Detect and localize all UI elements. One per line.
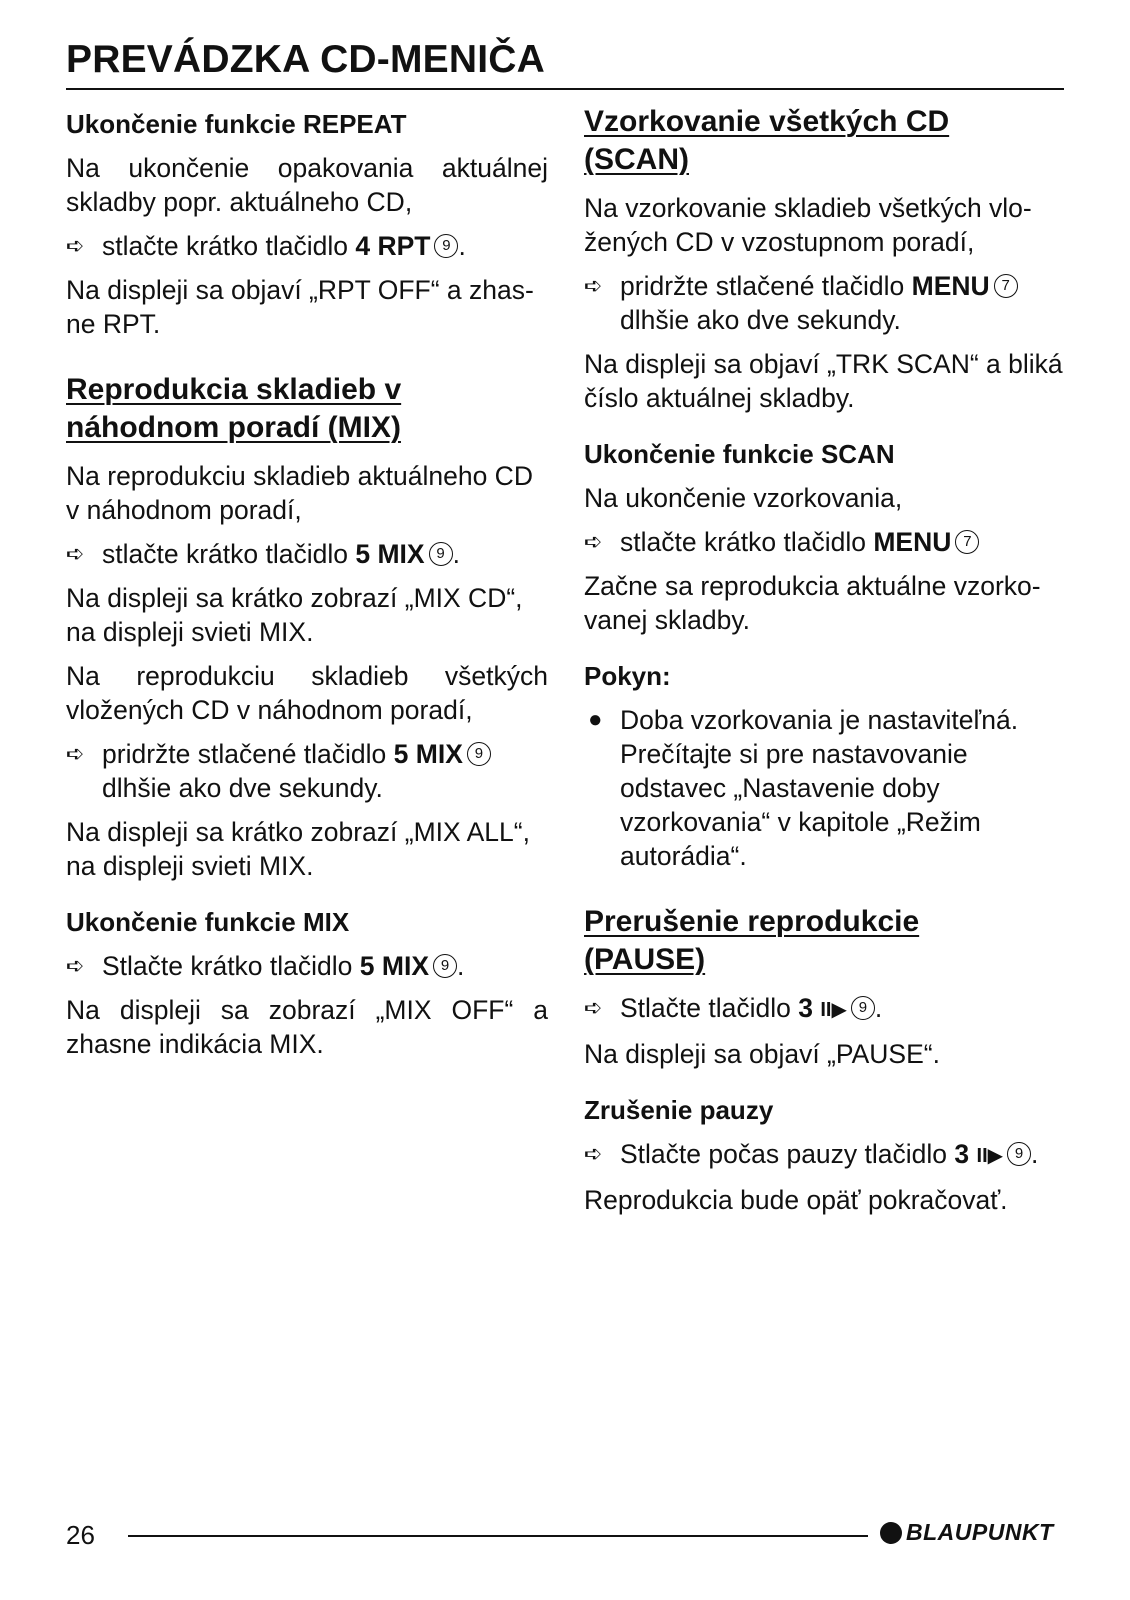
- step-arrow-icon: ➪: [66, 741, 85, 766]
- scan-end-heading: Ukončenie funkcie SCAN: [584, 439, 895, 469]
- key-label: 4 RPT: [355, 231, 431, 261]
- scan-heading: Vzorkovanie všetkých CD (SCAN): [584, 105, 950, 176]
- circled-number-icon: 9: [851, 996, 875, 1020]
- step-arrow-icon: ➪: [584, 529, 603, 554]
- pause-step: ➪ Stlačte tlačidlo 3 II▶ 9 .: [584, 993, 883, 1023]
- scan-end-step: ➪ stlačte krátko tlačidlo MENU 7: [584, 525, 1066, 559]
- repeat-end-intro: Na ukončenie opakovania aktuálnej skladby popr. aktuálneho CD,: [66, 153, 548, 217]
- step-arrow-icon: ➪: [584, 273, 603, 298]
- bullet-icon: ●: [588, 706, 603, 733]
- note-item: ● Doba vzorkovania je nastaviteľná. Prečítajte si pre nastavovanie odstavec „Nastavenie doby vzorkovania“ v kapitole „Režim autorádia“.: [588, 705, 1019, 871]
- circled-number-icon: 9: [1007, 1142, 1031, 1166]
- key-label: 5 MIX: [355, 539, 425, 569]
- scan-result: Na displeji sa objaví „TRK SCAN“ a bliká číslo aktuálnej skladby.: [584, 349, 1063, 413]
- pause-result: Na displeji sa objaví „PAUSE“.: [584, 1039, 940, 1069]
- circled-number-icon: 9: [433, 954, 457, 978]
- mix-intro-all: Na reprodukciu skladieb všetkých vložených CD v náhodnom poradí,: [66, 661, 548, 725]
- step-arrow-icon: ➪: [66, 953, 85, 978]
- circled-number-icon: 9: [467, 742, 491, 766]
- step-arrow-icon: ➪: [584, 995, 603, 1020]
- mix-end-result: Na displeji sa zobrazí „MIX OFF“ a zhasne indikácia MIX.: [66, 995, 548, 1059]
- scan-intro: Na vzorkovanie skladieb všetkých vlo- žených CD v vzostupnom poradí,: [584, 193, 1032, 257]
- key-label: 3: [798, 993, 813, 1023]
- key-label: MENU: [873, 527, 952, 557]
- note-heading: Pokyn:: [584, 661, 671, 691]
- repeat-end-heading: Ukončenie funkcie REPEAT: [66, 109, 407, 139]
- play-pause-icon: II▶: [976, 1145, 1004, 1167]
- scan-step: ➪ pridržte stlačené tlačidlo MENU 7 dlhšie ako dve sekundy.: [584, 269, 1066, 337]
- repeat-end-step: ➪ stlačte krátko tlačidlo 4 RPT 9 .: [66, 231, 466, 261]
- mix-intro-current: Na reprodukciu skladieb aktuálneho CD v náhodnom poradí,: [66, 461, 533, 525]
- page-title: PREVÁDZKA CD-MENIČA: [66, 38, 546, 81]
- footer-divider: [128, 1535, 868, 1537]
- mix-step-current: ➪ stlačte krátko tlačidlo 5 MIX 9 .: [66, 539, 460, 569]
- mix-step-all: ➪ pridržte stlačené tlačidlo 5 MIX 9 dlhšie ako dve sekundy.: [66, 737, 548, 805]
- circled-number-icon: 7: [994, 274, 1018, 298]
- left-column: [66, 103, 548, 1071]
- pause-heading: Prerušenie reprodukcie (PAUSE): [584, 905, 920, 976]
- mix-result-current: Na displeji sa krátko zobrazí „MIX CD“, na displeji svieti MIX.: [66, 583, 523, 647]
- pause-end-step: ➪ Stlačte počas pauzy tlačidlo 3 II▶ 9 .: [584, 1139, 1039, 1169]
- mix-result-all: Na displeji sa krátko zobrazí „MIX ALL“, na displeji svieti MIX.: [66, 817, 530, 881]
- step-arrow-icon: ➪: [66, 541, 85, 566]
- brand-name: BLAUPUNKT: [906, 1519, 1054, 1545]
- play-pause-icon: II▶: [820, 999, 847, 1021]
- circled-number-icon: 9: [434, 234, 458, 258]
- right-column: [584, 103, 1066, 1227]
- circled-number-icon: 9: [429, 542, 453, 566]
- brand-logo: [880, 1519, 1064, 1547]
- pause-end-result: Reprodukcia bude opäť pokračovať.: [584, 1185, 1008, 1215]
- repeat-end-result: Na displeji sa objaví „RPT OFF“ a zhas- ne RPT.: [66, 275, 534, 339]
- key-label: 3: [954, 1139, 970, 1169]
- circled-number-icon: 7: [955, 530, 979, 554]
- mix-end-step: ➪ Stlačte krátko tlačidlo 5 MIX 9 .: [66, 951, 465, 981]
- mix-end-heading: Ukončenie funkcie MIX: [66, 907, 350, 937]
- key-label: MENU: [911, 271, 990, 301]
- step-arrow-icon: ➪: [66, 233, 85, 258]
- logo-dot-icon: [880, 1522, 902, 1544]
- key-label: 5 MIX: [393, 739, 463, 769]
- key-label: 5 MIX: [359, 951, 429, 981]
- page-number: 26: [66, 1520, 95, 1550]
- mix-heading: Reprodukcia skladieb v náhodnom poradí (MIX): [66, 373, 402, 444]
- scan-end-intro: Na ukončenie vzorkovania,: [584, 483, 903, 513]
- pause-end-heading: Zrušenie pauzy: [584, 1095, 774, 1125]
- step-arrow-icon: ➪: [584, 1141, 603, 1166]
- title-divider: [66, 88, 1064, 90]
- scan-end-result: Začne sa reprodukcia aktuálne vzorko- vanej skladby.: [584, 571, 1041, 635]
